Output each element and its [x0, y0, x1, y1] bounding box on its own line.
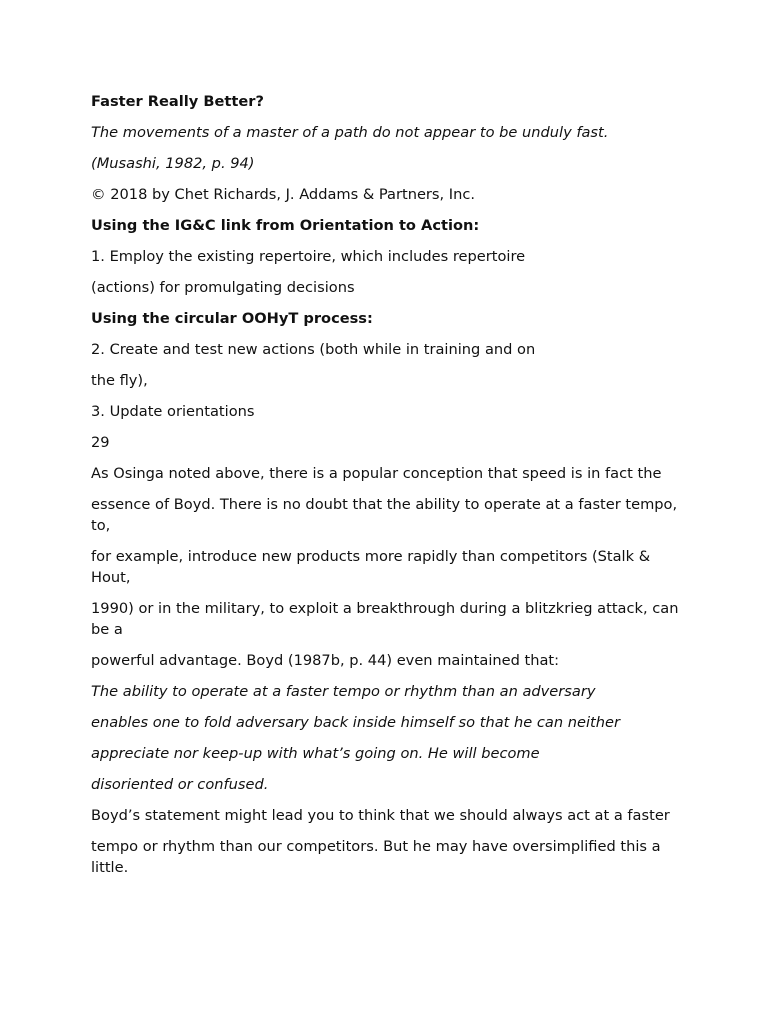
list-item-2-line-2: the fly),	[91, 372, 148, 389]
page-number: 29	[91, 434, 110, 451]
section-heading-ig-c: Using the IG&C link from Orientation to Action:	[91, 217, 480, 234]
body-line: essence of Boyd. There is no doubt that the ability to operate at a faster tempo, to,	[91, 496, 678, 534]
document-page	[91, 91, 681, 888]
list-item-3: 3. Update orientations	[91, 403, 255, 420]
quote-line: The ability to operate at a faster tempo or rhythm than an adversary	[91, 683, 596, 700]
body-line: 1990) or in the military, to exploit a breakthrough during a blitzkrieg attack, can be a	[91, 600, 679, 638]
body-line: powerful advantage. Boyd (1987b, p. 44) even maintained that:	[91, 652, 560, 669]
document-title: Faster Really Better?	[91, 93, 264, 110]
list-item-1-line-1: 1. Employ the existing repertoire, which includes repertoire	[91, 248, 526, 265]
closing-line: tempo or rhythm than our competitors. But he may have oversimplified this a little.	[91, 838, 661, 876]
epigraph: The movements of a master of a path do not appear to be unduly fast.	[91, 124, 609, 141]
closing-line: Boyd’s statement might lead you to think that we should always act at a faster	[91, 807, 670, 824]
copyright-line: © 2018 by Chet Richards, J. Addams & Partners, Inc.	[91, 186, 476, 203]
section-heading-oohyt: Using the circular OOHyT process:	[91, 310, 373, 327]
list-item-2-line-1: 2. Create and test new actions (both while in training and on	[91, 341, 536, 358]
epigraph-citation: (Musashi, 1982, p. 94)	[91, 155, 255, 172]
list-item-1-line-2: (actions) for promulgating decisions	[91, 279, 355, 296]
quote-line: enables one to fold adversary back inside himself so that he can neither	[91, 714, 620, 731]
quote-line: disoriented or confused.	[91, 776, 269, 793]
body-line: As Osinga noted above, there is a popular conception that speed is in fact the	[91, 465, 662, 482]
quote-line: appreciate nor keep-up with what’s going on. He will become	[91, 745, 540, 762]
body-line: for example, introduce new products more rapidly than competitors (Stalk & Hout,	[91, 548, 651, 586]
